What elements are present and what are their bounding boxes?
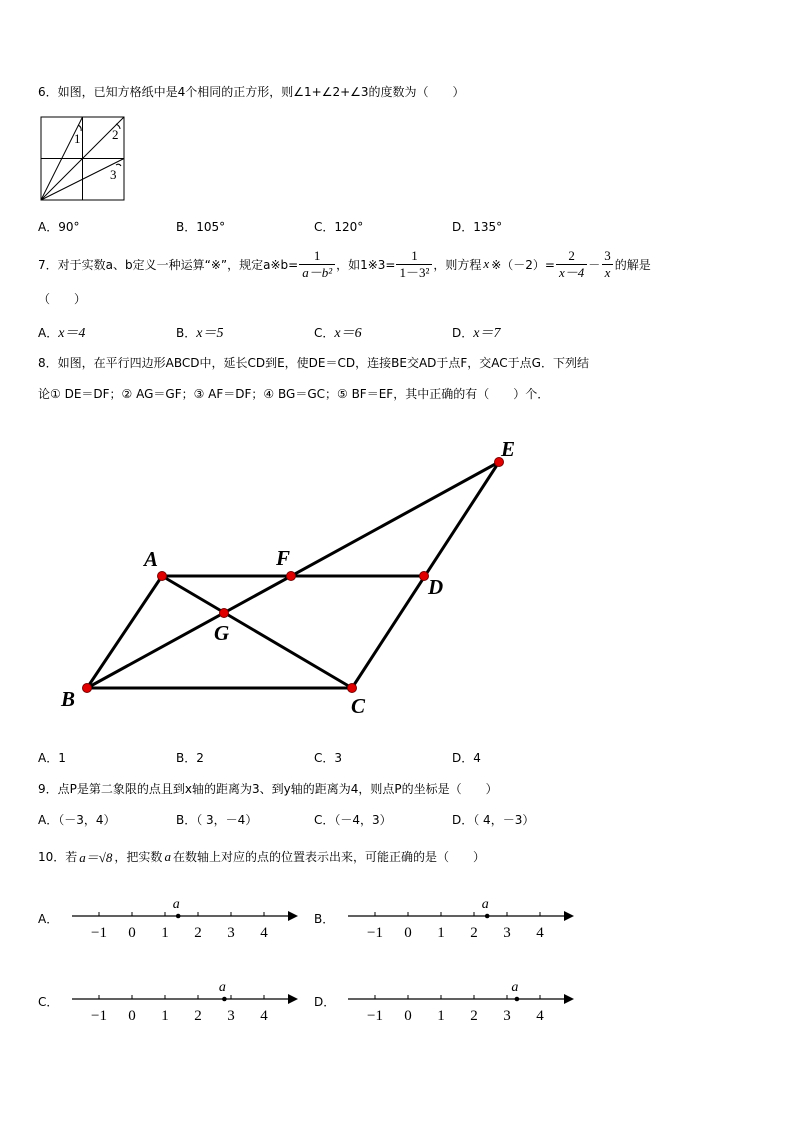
point-a-label: a	[172, 897, 180, 912]
number-line-d	[348, 980, 574, 1024]
q7-opt-b-label: B．	[176, 326, 197, 340]
point-a-dot	[515, 997, 520, 1002]
tick-label: 1	[161, 1008, 169, 1024]
tick-label: 4	[536, 1008, 544, 1024]
q10-a-var: a	[164, 848, 171, 864]
q7-answer-brackets: （ ）	[38, 292, 87, 306]
tick-label: 2	[470, 925, 478, 941]
frac3-num: 2	[568, 247, 575, 263]
q10-part2: ，把实数	[114, 850, 163, 864]
q10-expression: a＝√8	[79, 850, 113, 865]
tick-label: 1	[437, 925, 445, 941]
q7-part5: 的解是	[614, 257, 651, 272]
q10-option-d-label: D．	[314, 995, 336, 1009]
q7-opt-a-math: x＝4	[58, 326, 86, 341]
tick-label: 4	[260, 925, 268, 941]
point-a-label: a	[481, 897, 489, 912]
axis-arrow-icon	[564, 911, 574, 921]
frac4-den: x	[602, 264, 614, 281]
tick-label: 1	[161, 925, 169, 941]
q10-option-a-label: A．	[38, 912, 59, 926]
tick-label: 2	[470, 1008, 478, 1024]
tick-label: 2	[194, 1008, 202, 1024]
label-a: A	[144, 547, 159, 571]
number-line-b	[348, 897, 574, 941]
tick-label: 0	[404, 1008, 412, 1024]
tick-label: −1	[367, 1008, 383, 1024]
label-e: E	[501, 437, 516, 461]
q8-option-c: C．3	[314, 751, 343, 765]
frac1-num: 1	[313, 247, 321, 263]
tick-label: 1	[437, 1008, 445, 1024]
q9-option-d: D．（ 4，－3）	[452, 813, 535, 827]
angle-label-1: 1	[74, 131, 81, 146]
q8-option-b: B．2	[176, 751, 204, 765]
number-line-a	[72, 897, 298, 941]
point-a-label: a	[218, 980, 226, 995]
tick-label: 3	[227, 925, 235, 941]
tick-label: 0	[128, 925, 136, 941]
q9-option-a: A．（－3，4）	[38, 813, 116, 827]
q6-option-c: C．120°	[314, 220, 364, 234]
tick-label: 2	[194, 925, 202, 941]
q7-opt-c-math: x＝6	[334, 326, 362, 341]
axis-arrow-icon	[288, 911, 298, 921]
label-g: G	[214, 621, 230, 645]
axis-arrow-icon	[288, 994, 298, 1004]
tick-label: 3	[227, 1008, 235, 1024]
q7-minus: －	[588, 257, 601, 272]
q10-option-c-label: C．	[38, 995, 59, 1009]
q7-part4: ※（－2）=	[491, 257, 555, 272]
tick-label: 3	[503, 925, 511, 941]
q7-opt-b-math: x＝5	[196, 326, 224, 341]
q7-part1: 7．对于实数a、b定义一种运算“※”，规定a※b=	[38, 257, 299, 272]
q7-opt-d-math: x＝7	[473, 326, 501, 341]
tick-label: −1	[91, 1008, 107, 1024]
label-c: C	[351, 694, 366, 718]
label-d: D	[428, 575, 444, 599]
q8-option-a: A．1	[38, 751, 66, 765]
q10-option-b-label: B．	[314, 912, 335, 926]
q6-stem: 6．如图，已知方格纸中是4个相同的正方形，则∠1+∠2+∠3的度数为（ ）	[38, 85, 465, 99]
q7-part2: ，如1※3=	[336, 257, 396, 272]
q10-part3: 在数轴上对应的点的位置表示出来，可能正确的是（ ）	[172, 850, 485, 864]
q10-part1: 10．若	[38, 850, 78, 864]
tick-label: 0	[404, 925, 412, 941]
frac4-num: 3	[604, 247, 611, 263]
q6-option-a: A．90°	[38, 220, 80, 234]
q8-option-d: D．4	[452, 751, 481, 765]
number-line-c	[72, 980, 298, 1024]
label-f: F	[276, 546, 291, 570]
q8-stem-line2: 论① DE＝DF；② AG＝GF；③ AF＝DF；④ BG＝GC；⑤ BF＝EF，其中正确的有（ ）个．	[38, 387, 550, 401]
label-b: B	[61, 687, 76, 711]
q9-stem: 9．点P是第二象限的点且到x轴的距离为3、到y轴的距离为4，则点P的坐标是（ ）	[38, 782, 498, 796]
q9-option-c: C．（－4，3）	[314, 813, 392, 827]
frac3-den: x－4	[556, 264, 587, 281]
frac1-den: a－b²	[299, 264, 335, 281]
tick-label: 3	[503, 1008, 511, 1024]
q6-option-b: B．105°	[176, 220, 226, 234]
frac2-den: 1－3²	[396, 264, 432, 281]
angle-label-3: 3	[110, 167, 117, 182]
q7-opt-a-label: A．	[38, 326, 59, 340]
tick-label: −1	[367, 925, 383, 941]
point-a-dot	[222, 997, 227, 1002]
point-a-dot	[485, 914, 490, 919]
tick-label: −1	[91, 925, 107, 941]
tick-label: 4	[536, 925, 544, 941]
frac2-num: 1	[411, 247, 418, 263]
tick-label: 4	[260, 1008, 268, 1024]
angle-label-2: 2	[112, 127, 119, 142]
axis-arrow-icon	[564, 994, 574, 1004]
q7-opt-d-label: D．	[452, 326, 474, 340]
q7-part3: ，则方程	[433, 257, 482, 272]
tick-label: 0	[128, 1008, 136, 1024]
q6-option-d: D．135°	[452, 220, 503, 234]
point-a-label: a	[511, 980, 519, 995]
point-a-dot	[176, 914, 181, 919]
q9-option-b: B．（ 3，－4）	[176, 813, 258, 827]
q7-x-var: x	[483, 256, 490, 271]
q8-stem-line1: 8．如图，在平行四边形ABCD中，延长CD到E，使DE＝CD，连接BE交AD于点F，交AC于点G．下列结	[38, 356, 589, 370]
q7-opt-c-label: C．	[314, 326, 335, 340]
